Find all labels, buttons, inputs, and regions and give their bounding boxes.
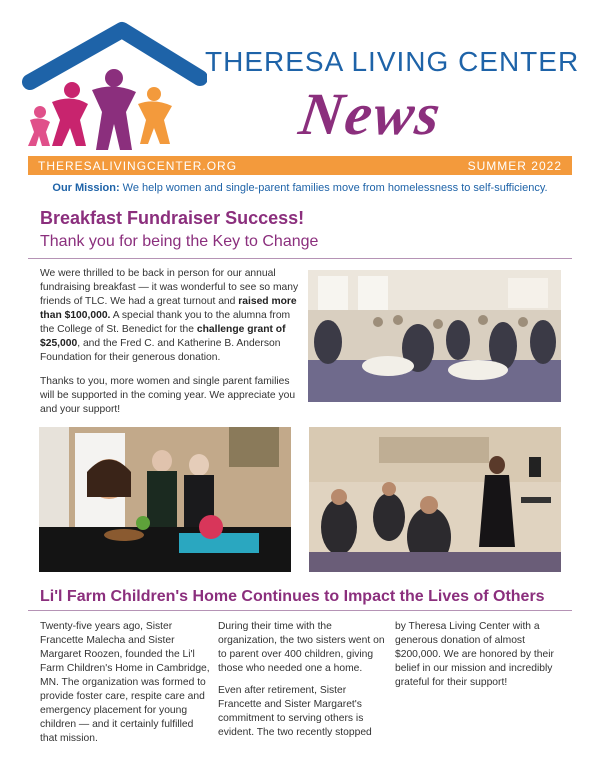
mission-label: Our Mission:: [52, 182, 120, 194]
article2-paragraph: by Theresa Living Center with a generous donation of almost $200,000. We are honored by their belief in our mission and incredibly grateful for their support!: [395, 621, 554, 688]
article2-headline: Li'l Farm Children's Home Continues to Impact the Lives of Others: [40, 588, 545, 605]
article2-paragraph: Twenty-five years ago, Sister Francette Malecha and Sister Margaret Roozen, founded the Li'l Farm Children's Home in Cambridge, MN. The organization was formed to provide foster care, respite care and emergency placement for young children — and it certainly fulfilled that mission.: [40, 621, 210, 744]
bold-text: challenge grant of $25,000: [40, 324, 286, 349]
text: , and the Fred C. and Katherine B. Anderson Foundation for their generous donation.: [40, 338, 281, 363]
article1-paragraph-2: Thanks to you, more women and single parent families will be supported in the coming year. We appreciate you and your support!: [40, 376, 296, 415]
news-title: News: [295, 81, 447, 147]
article2-column-3: [395, 620, 565, 698]
website-link[interactable]: THERESALIVINGCENTER.ORG: [38, 158, 238, 173]
logo: [22, 20, 207, 162]
divider: [28, 610, 572, 611]
divider: [28, 258, 572, 259]
issue-date: SUMMER 2022: [467, 158, 562, 173]
bold-text: raised more than $100,000.: [40, 296, 297, 321]
article1-subhead: Thank you for being the Key to Change: [40, 233, 319, 250]
photo-sisters-table: [39, 427, 291, 572]
text: A special thank you to the alumna from the College of St. Benedict for the: [40, 310, 291, 335]
article2-column-2: [218, 620, 388, 748]
mission-statement: [0, 182, 600, 194]
org-name: THERESA LIVING CENTER: [205, 46, 580, 77]
masthead-bar: [28, 156, 572, 175]
article2-column-1: [40, 620, 210, 754]
photo-speaker: [309, 427, 561, 572]
text: We were thrilled to be back in person for our annual fundraising breakfast — it was wonderful to see so many friends of TLC. We had a great turnout and: [40, 268, 299, 307]
article2-paragraph: Even after retirement, Sister Francette and Sister Margaret's commitment to serving others is evident. The two recently stopped: [218, 685, 372, 738]
mission-text: We help women and single-parent families move from homelessness to self-sufficiency.: [119, 182, 548, 194]
article1-headline: Breakfast Fundraiser Success!: [40, 208, 305, 228]
article2-paragraph: During their time with the organization, the two sisters went on to parent over 400 children, giving those who needed one a home.: [218, 621, 385, 674]
article1-paragraph-1: [40, 267, 302, 365]
photo-banquet-hall: [308, 270, 561, 402]
